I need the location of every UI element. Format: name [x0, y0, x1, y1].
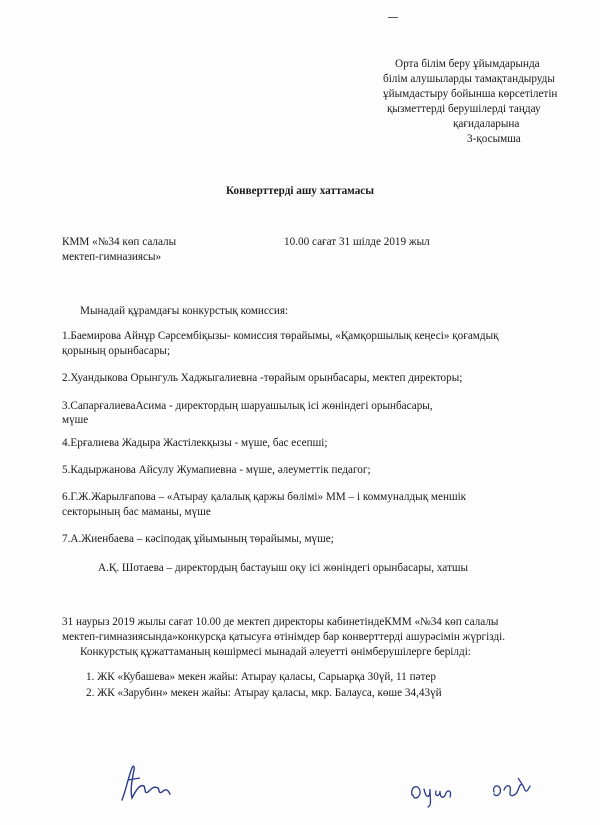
body-line: мектеп-гимназиясында»конкурсқа қатысуға өтінімдер бар конверттерді ашурәсімін жүргізді.	[62, 631, 506, 643]
member-line: 4.Ерғалиева Жадыра Жастілекқызы - мүше, бас есепші;	[62, 437, 328, 449]
protocol-datetime: 10.00 сағат 31 шілде 2019 жыл	[284, 236, 430, 248]
member-line: 6.Г.Ж.Жарылғапова – «Атырау қалалық қаржы бөлімі» ММ – і коммуналдық меншік	[62, 491, 467, 503]
body-line: Конкурстық құжаттаманың көшірмесі мынадай әлеуетті өнімберушілерге берілді:	[80, 646, 471, 658]
member-line: қорының орынбасары;	[62, 345, 171, 357]
supplier-item: 1. ЖК «Кубашева» мекен жайы: Атырау қаласы, Сарыарқа 30үй, 11 пәтер	[86, 671, 436, 683]
appendix-line: Орта білім беру ұйымдарында	[395, 58, 540, 70]
org-name-line1: КММ «№34 көп салалы	[62, 236, 177, 248]
scan-mark	[388, 17, 398, 18]
appendix-line: қағидаларына	[453, 118, 520, 130]
page-title: Конверттерді ашу хаттамасы	[226, 185, 375, 197]
signature-middle	[408, 775, 458, 810]
member-line: 7.А.Жиенбаева – кәсіподақ ұйымының төрайымы, мүше;	[62, 533, 334, 545]
commission-intro: Мынадай құрамдағы конкурстық комиссия:	[80, 305, 289, 317]
appendix-line: қызметтерді берушілерді таңдау	[387, 103, 541, 115]
body-line: 31 наурыз 2019 жылы сағат 10.00 де мектеп директоры кабинетіндеКММ «№34 көп салалы	[62, 616, 499, 628]
member-line: 2.Хуандыкова Орынгуль Хаджыгалиевна -төрайым орынбасары, мектеп директоры;	[62, 372, 463, 384]
member-line: 5.Кадыржанова Айсулу Жумапиевна - мүше, әлеуметтік педагог;	[62, 464, 371, 476]
member-line: 1.Баемирова Айнұр Сәрсембіқызы- комиссия төрайымы, «Қамқоршылық кеңесі» қоғамдық	[62, 330, 499, 342]
member-line: 3.СапарғалиеваАсима - директордың шаруашылық ісі жөніндегі орынбасары,	[62, 400, 433, 412]
org-name-line2: мектеп-гимназиясы»	[62, 251, 162, 263]
signature-right	[488, 770, 533, 805]
appendix-line: ұйымдастыру бойынша көрсетілетін	[383, 88, 558, 100]
member-line: секторының бас маманы, мүше	[62, 506, 211, 518]
signature-left	[118, 760, 178, 805]
supplier-item: 2. ЖК «Зарубин» мекен жайы: Атырау қаласы, мкр. Балауса, көше 34,43үй	[86, 687, 442, 699]
member-line: мүше	[62, 414, 89, 426]
appendix-line: 3-қосымша	[467, 133, 521, 145]
secretary-line: А.Қ. Шотаева – директордың бастауыш оқу ісі жөніндегі орынбасары, хатшы	[98, 562, 468, 574]
appendix-line: білім алушыларды тамақтандыруды	[383, 73, 555, 85]
